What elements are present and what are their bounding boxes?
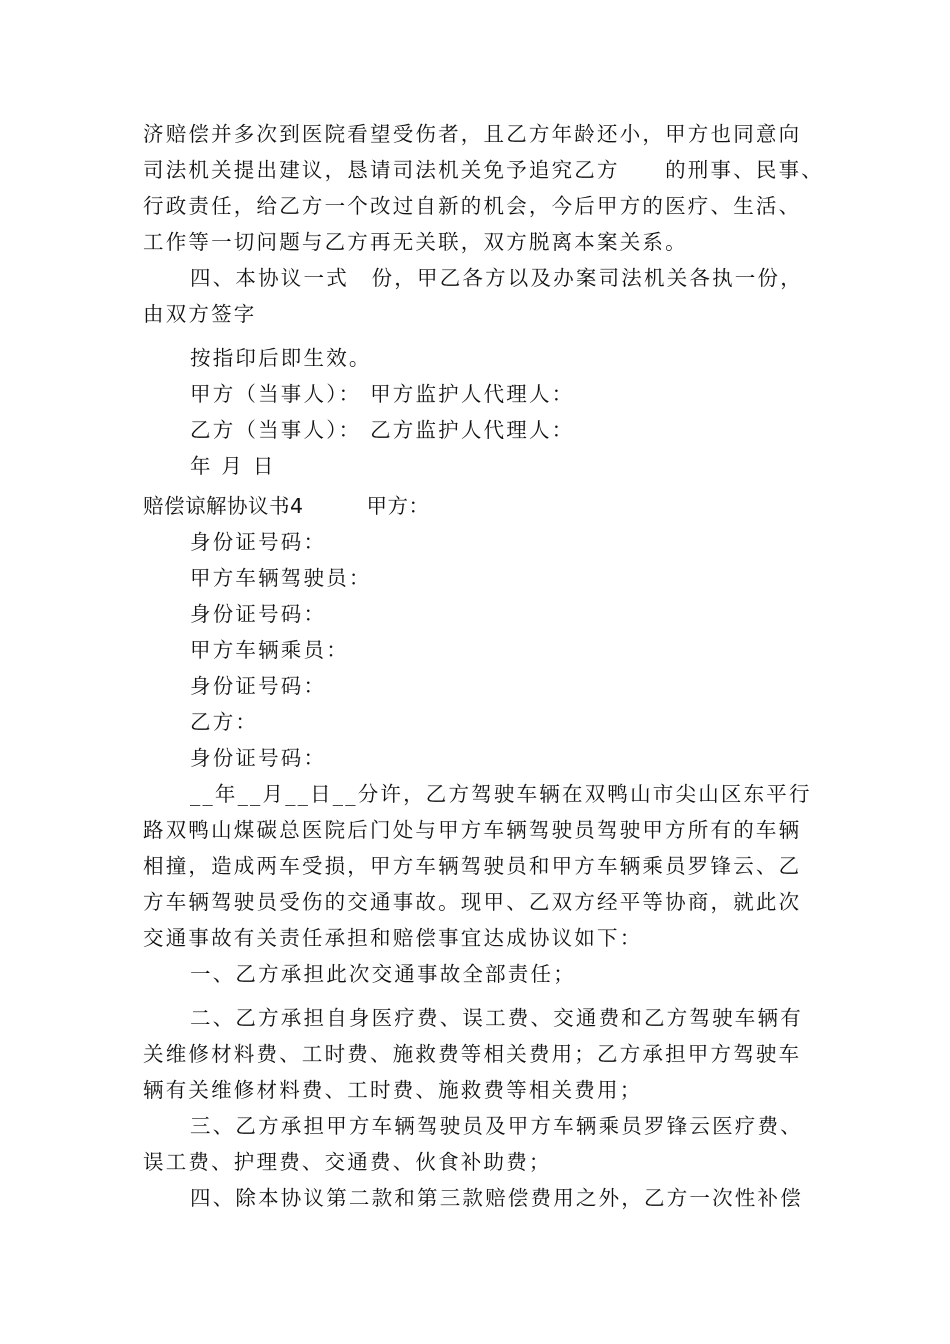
party-b-signature-line: 乙方（当事人）： 乙方监护人代理人：	[190, 418, 575, 442]
text-line: 司法机关提出建议，恳请司法机关免予追究乙方 的刑事、民事、	[143, 158, 824, 182]
text-line: 方车辆驾驶员受伤的交通事故。现甲、乙双方经平等协商，就此次	[143, 890, 802, 914]
text-line: 济赔偿并多次到医院看望受伤者，且乙方年龄还小，甲方也同意向	[143, 122, 802, 146]
clause-four: 四、本协议一式 份，甲乙各方以及办案司法机关各执一份，	[190, 266, 803, 290]
clause-four-compensation: 四、除本协议第二款和第三款赔偿费用之外，乙方一次性补偿	[190, 1186, 803, 1210]
text-line: 按指印后即生效。	[190, 346, 372, 370]
clause-two: 二、乙方承担自身医疗费、误工费、交通费和乙方驾驶车辆有	[190, 1006, 803, 1030]
text-line: 关维修材料费、工时费、施救费等相关费用；乙方承担甲方驾驶车	[143, 1042, 802, 1066]
form-field-label: 身份证号码：	[190, 602, 327, 626]
text-line: 工作等一切问题与乙方再无关联，双方脱离本案关系。	[143, 230, 688, 254]
form-field-label: 身份证号码：	[190, 674, 327, 698]
party-a-signature-line: 甲方（当事人）： 甲方监护人代理人：	[190, 382, 575, 406]
form-field-label: 甲方车辆乘员：	[190, 638, 349, 662]
text-line: 辆有关维修材料费、工时费、施救费等相关费用；	[143, 1078, 643, 1102]
form-field-label: 身份证号码：	[190, 746, 327, 770]
text-line: 行政责任，给乙方一个改过自新的机会，今后甲方的医疗、生活、	[143, 194, 802, 218]
form-field-label: 身份证号码：	[190, 530, 327, 554]
text-line: 交通事故有关责任承担和赔偿事宜达成协议如下：	[143, 926, 643, 950]
text-line: 由双方签字	[143, 302, 257, 326]
text-line: 路双鸭山煤碳总医院后门处与甲方车辆驾驶员驾驶甲方所有的车辆	[143, 818, 802, 842]
section-title: 赔偿谅解协议书4 甲方：	[143, 494, 430, 518]
text-line: 误工费、护理费、交通费、伙食补助费；	[143, 1150, 552, 1174]
text-line: 相撞，造成两车受损，甲方车辆驾驶员和甲方车辆乘员罗锋云、乙	[143, 854, 802, 878]
clause-one: 一、乙方承担此次交通事故全部责任；	[190, 962, 576, 986]
date-line: 年 月 日	[190, 454, 276, 478]
form-field-label: 乙方：	[190, 710, 259, 734]
form-field-label: 甲方车辆驾驶员：	[190, 566, 372, 590]
text-line: __年__月__日__分许，乙方驾驶车辆在双鸭山市尖山区东平行	[190, 782, 812, 806]
clause-three: 三、乙方承担甲方车辆驾驶员及甲方车辆乘员罗锋云医疗费、	[190, 1114, 803, 1138]
